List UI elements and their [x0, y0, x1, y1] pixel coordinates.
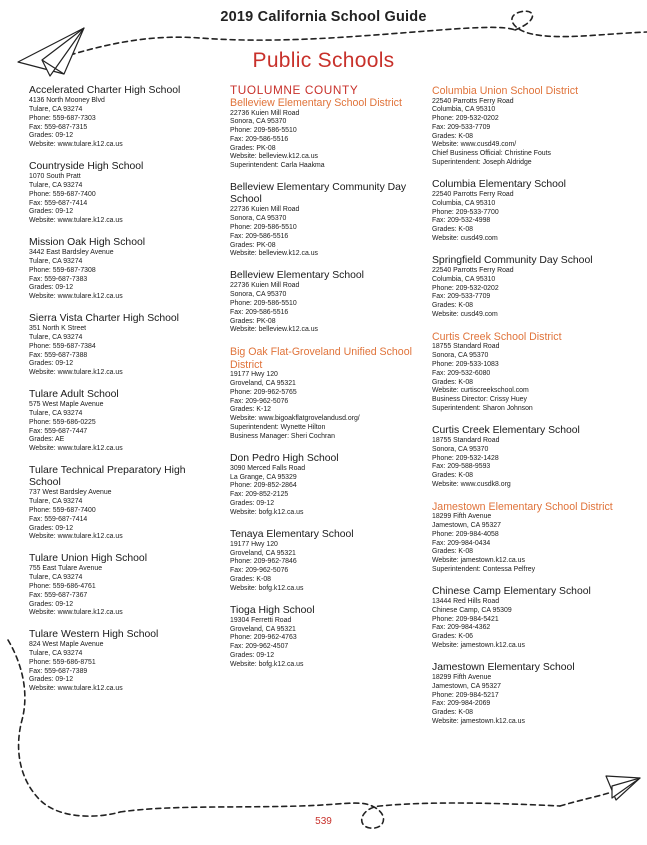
section-title: Public Schools — [252, 49, 395, 72]
grades-line: Grades: 09-12 — [29, 676, 74, 684]
grades-line: Grades: 09-12 — [29, 600, 74, 608]
detail-line: Business Director: Crissy Huey — [432, 396, 527, 404]
fax-line: Fax: 559-687-7414 — [29, 199, 88, 207]
school-listing — [230, 605, 425, 670]
detail-line: Superintendent: Contessa Pelfrey — [432, 565, 536, 573]
grades-line: Grades: 09-12 — [29, 360, 74, 368]
district-name: Jamestown Elementary School District — [432, 500, 613, 513]
address-line: 4136 North Mooney Blvd — [29, 97, 105, 105]
school-name: Belleview Elementary School — [230, 270, 364, 282]
school-name: Accelerated Charter High School — [29, 85, 181, 96]
school-listing — [432, 425, 627, 490]
school-listing — [432, 501, 627, 575]
city-line: Sonora, CA 95370 — [230, 215, 287, 223]
school-name: Columbia Elementary School — [432, 178, 566, 190]
school-name: Tioga High School — [230, 604, 315, 616]
website-line: Website: curtiscreekschool.com — [432, 387, 529, 395]
fax-line: Fax: 209-852-2125 — [230, 491, 289, 499]
city-line: Jamestown, CA 95327 — [432, 522, 501, 529]
address-line: 22736 Kuien Mill Road — [230, 282, 300, 290]
school-listing — [29, 237, 219, 302]
grades-line: Grades: K-08 — [432, 548, 473, 556]
phone-line: Phone: 559-687-7400 — [29, 506, 96, 514]
city-line: Columbia, CA 95310 — [432, 199, 496, 207]
phone-line: Phone: 559-687-7308 — [29, 266, 96, 274]
website-line: Website: www.tulare.k12.ca.us — [29, 445, 123, 453]
school-listing — [230, 346, 425, 441]
address-line: 13444 Red Hills Road — [432, 597, 500, 605]
website-line: Website: www.tulare.k12.ca.us — [29, 609, 123, 617]
fax-line: Fax: 559-687-7383 — [29, 275, 88, 283]
address-line: 19177 Hwy 120 — [230, 371, 278, 379]
city-line: Groveland, CA 95321 — [230, 625, 296, 633]
city-line: Tulare, CA 93274 — [29, 106, 83, 113]
phone-line: Phone: 209-532-0202 — [432, 284, 499, 292]
county-heading: TUOLUMNE COUNTY — [230, 83, 359, 97]
website-line: Website: bofg.k12.ca.us — [230, 508, 304, 516]
school-listing — [29, 313, 219, 378]
fax-line: Fax: 209-533-7709 — [432, 123, 491, 131]
website-line: Website: www.cusdk8.org — [432, 480, 511, 488]
city-line: Groveland, CA 95321 — [230, 380, 296, 388]
school-name: Tenaya Elementary School — [230, 528, 354, 540]
address-line: 18755 Standard Road — [432, 436, 500, 444]
address-line: 18755 Standard Road — [432, 343, 500, 351]
school-listing — [29, 465, 219, 542]
website-line: Website: www.tulare.k12.ca.us — [29, 293, 123, 301]
phone-line: Phone: 559-687-7303 — [29, 114, 96, 122]
school-listing — [230, 182, 425, 259]
address-line: 18299 Fifth Avenue — [432, 513, 492, 521]
school-listing — [432, 586, 627, 651]
school-name: Countryside High School — [29, 160, 144, 172]
school-name: Don Pedro High School — [230, 452, 339, 464]
address-line: 19304 Ferretti Road — [230, 616, 292, 624]
website-line: Website: www.bigoakflatgrovelandusd.org/ — [230, 415, 360, 423]
grades-line: Grades: K-08 — [432, 302, 473, 310]
school-listing — [230, 84, 425, 171]
grades-line: Grades: K-08 — [432, 226, 473, 234]
grades-line: Grades: PK-08 — [230, 317, 276, 325]
school-listing — [29, 629, 219, 694]
grades-line: Grades: PK-08 — [230, 144, 276, 152]
address-line: 3442 East Bardsley Avenue — [29, 249, 114, 257]
paper-airplane-icon — [606, 776, 640, 800]
website-line: Website: www.tulare.k12.ca.us — [29, 685, 123, 693]
website-line: Website: bofg.k12.ca.us — [230, 584, 304, 592]
grades-line: Grades: K-08 — [432, 709, 473, 717]
address-line: 22540 Parrotts Ferry Road — [432, 97, 514, 105]
phone-line: Phone: 209-532-1428 — [432, 454, 499, 462]
address-line: 22736 Kuien Mill Road — [230, 206, 300, 214]
phone-line: Phone: 559-687-7400 — [29, 190, 96, 198]
school-name: Jamestown Elementary School — [432, 661, 575, 673]
website-line: Website: cusd49.com — [432, 311, 498, 319]
city-line: Tulare, CA 93274 — [29, 181, 83, 189]
phone-line: Phone: 559-686-0225 — [29, 418, 96, 426]
phone-line: Phone: 209-533-7700 — [432, 208, 499, 216]
school-name: Tulare Adult School — [29, 388, 119, 400]
detail-line: Superintendent: Carla Haakma — [230, 162, 325, 170]
fax-line: Fax: 559-687-7367 — [29, 591, 88, 599]
city-line: La Grange, CA 95329 — [230, 473, 297, 481]
phone-line: Phone: 209-532-0202 — [432, 115, 499, 123]
detail-line: Business Manager: Sheri Cochran — [230, 432, 335, 440]
website-line: Website: www.tulare.k12.ca.us — [29, 369, 123, 377]
website-line: Website: www.cusd49.com/ — [432, 141, 517, 149]
city-line: Groveland, CA 95321 — [230, 549, 296, 557]
fax-line: Fax: 559-687-7414 — [29, 515, 88, 523]
school-name: Chinese Camp Elementary School — [432, 585, 591, 597]
grades-line: Grades: K-08 — [432, 378, 473, 386]
phone-line: Phone: 209-962-7846 — [230, 558, 297, 566]
phone-line: Phone: 209-586-5510 — [230, 300, 297, 308]
phone-line: Phone: 209-962-5765 — [230, 388, 297, 396]
fax-line: Fax: 209-533-7709 — [432, 293, 491, 301]
fax-line: Fax: 209-532-6080 — [432, 369, 491, 377]
detail-line: Superintendent: Sharon Johnson — [432, 404, 533, 412]
school-listing — [29, 161, 219, 226]
phone-line: Phone: 209-852-2864 — [230, 482, 297, 490]
fax-line: Fax: 559-687-7447 — [29, 427, 88, 435]
city-line: Columbia, CA 95310 — [432, 106, 496, 114]
district-name: Curtis Creek School District — [432, 330, 562, 343]
fax-line: Fax: 209-962-5076 — [230, 397, 289, 405]
district-name: Big Oak Flat-Groveland Unified School District — [230, 346, 412, 371]
school-listing — [230, 270, 425, 335]
district-name: Columbia Union School District — [432, 85, 579, 97]
grades-line: Grades: AE — [29, 436, 65, 444]
grades-line: Grades: K-08 — [432, 472, 473, 480]
school-listing — [432, 662, 627, 727]
phone-line: Phone: 559-687-7384 — [29, 342, 96, 350]
fax-line: Fax: 209-586-5516 — [230, 135, 289, 143]
grades-line: Grades: K-08 — [230, 576, 271, 583]
fax-line: Fax: 559-687-7315 — [29, 123, 88, 131]
phone-line: Phone: 559-686-4761 — [29, 582, 96, 590]
school-name: Tulare Western High School — [29, 629, 159, 641]
school-name: Curtis Creek Elementary School — [432, 424, 580, 436]
phone-line: Phone: 209-533-1083 — [432, 360, 499, 368]
grades-line: Grades: 09-12 — [29, 284, 74, 292]
city-line: Chinese Camp, CA 95309 — [432, 606, 512, 614]
grades-line: Grades: PK-08 — [230, 241, 276, 249]
phone-line: Phone: 559-686-8751 — [29, 658, 96, 666]
grades-line: Grades: K-08 — [432, 132, 473, 140]
website-line: Website: www.tulare.k12.ca.us — [29, 217, 123, 225]
column-right — [432, 84, 627, 738]
city-line: Tulare, CA 93274 — [29, 333, 83, 341]
school-name: Tulare Technical Preparatory High School — [29, 464, 186, 489]
website-line: Website: bofg.k12.ca.us — [230, 660, 304, 668]
grades-line: Grades: 09-12 — [29, 208, 74, 216]
page-number: 539 — [315, 816, 332, 827]
address-line: 1070 South Pratt — [29, 173, 81, 181]
school-listing — [432, 331, 627, 414]
website-line: Website: belleview.k12.ca.us — [230, 326, 318, 334]
school-listing — [29, 85, 219, 150]
city-line: Sonora, CA 95370 — [432, 352, 489, 360]
address-line: 824 West Maple Avenue — [29, 641, 104, 649]
grades-line: Grades: 09-12 — [230, 651, 275, 659]
fax-line: Fax: 209-588-9593 — [432, 463, 491, 471]
school-name: Mission Oak High School — [29, 236, 146, 248]
website-line: Website: jamestown.k12.ca.us — [432, 641, 525, 649]
fax-line: Fax: 209-962-4507 — [230, 643, 289, 651]
grades-line: Grades: K-12 — [230, 406, 271, 414]
school-listing — [230, 529, 425, 594]
address-line: 22736 Kuien Mill Road — [230, 109, 300, 117]
address-line: 351 North K Street — [29, 325, 87, 333]
detail-line: Superintendent: Wynette Hilton — [230, 424, 326, 432]
grades-line: Grades: 09-12 — [29, 132, 74, 140]
fax-line: Fax: 209-984-4362 — [432, 624, 491, 632]
guide-title: 2019 California School Guide — [220, 9, 427, 25]
school-listing — [230, 453, 425, 518]
school-listing — [432, 255, 627, 320]
grades-line: Grades: 09-12 — [230, 500, 275, 508]
address-line: 22540 Parrotts Ferry Road — [432, 267, 514, 275]
phone-line: Phone: 209-586-5510 — [230, 127, 297, 135]
city-line: Sonora, CA 95370 — [230, 291, 287, 299]
fax-line: Fax: 559-687-7389 — [29, 667, 88, 675]
city-line: Tulare, CA 93274 — [29, 257, 83, 265]
website-line: Website: jamestown.k12.ca.us — [432, 717, 525, 725]
website-line: Website: www.tulare.k12.ca.us — [29, 141, 123, 149]
district-name: Belleview Elementary School District — [230, 97, 402, 109]
website-line: Website: belleview.k12.ca.us — [230, 250, 318, 258]
school-listing — [432, 179, 627, 244]
fax-line: Fax: 209-984-2069 — [432, 700, 491, 708]
fax-line: Fax: 559-687-7388 — [29, 351, 88, 359]
school-name: Springfield Community Day School — [432, 254, 593, 266]
grades-line: Grades: K-06 — [432, 633, 473, 641]
address-line: 737 West Bardsley Avenue — [29, 489, 112, 497]
address-line: 18299 Fifth Avenue — [432, 673, 492, 681]
city-line: Tulare, CA 93274 — [29, 650, 83, 658]
school-listing — [29, 553, 219, 618]
phone-line: Phone: 209-586-5510 — [230, 224, 297, 232]
school-name: Tulare Union High School — [29, 553, 148, 565]
fax-line: Fax: 209-586-5516 — [230, 308, 289, 316]
website-line: Website: www.tulare.k12.ca.us — [29, 533, 123, 541]
address-line: 19177 Hwy 120 — [230, 540, 278, 548]
detail-line: Superintendent: Joseph Aldridge — [432, 159, 532, 167]
city-line: Tulare, CA 93274 — [29, 498, 83, 506]
city-line: Jamestown, CA 95327 — [432, 682, 501, 690]
fax-line: Fax: 209-586-5516 — [230, 232, 289, 240]
website-line: Website: cusd49.com — [432, 235, 498, 243]
city-line: Sonora, CA 95370 — [432, 445, 489, 453]
city-line: Tulare, CA 93274 — [29, 574, 83, 582]
detail-line: Chief Business Official: Christine Fouts — [432, 150, 551, 158]
grades-line: Grades: 09-12 — [29, 524, 74, 532]
phone-line: Phone: 209-962-4763 — [230, 634, 297, 642]
school-listing — [432, 85, 627, 168]
city-line: Sonora, CA 95370 — [230, 118, 287, 126]
city-line: Columbia, CA 95310 — [432, 275, 496, 283]
phone-line: Phone: 209-984-4058 — [432, 530, 499, 538]
address-line: 3090 Merced Falls Road — [230, 464, 306, 472]
address-line: 755 East Tulare Avenue — [29, 565, 103, 573]
column-middle — [230, 84, 425, 681]
phone-line: Phone: 209-984-5217 — [432, 691, 499, 699]
school-listing — [29, 389, 219, 454]
address-line: 575 West Maple Avenue — [29, 401, 104, 409]
fax-line: Fax: 209-962-5076 — [230, 567, 289, 575]
city-line: Tulare, CA 93274 — [29, 409, 83, 417]
website-line: Website: belleview.k12.ca.us — [230, 153, 318, 161]
website-line: Website: jamestown.k12.ca.us — [432, 557, 525, 565]
column-left — [29, 84, 219, 705]
fax-line: Fax: 209-532-4998 — [432, 217, 491, 225]
phone-line: Phone: 209-984-5421 — [432, 615, 499, 623]
fax-line: Fax: 209-984-0434 — [432, 539, 491, 547]
address-line: 22540 Parrotts Ferry Road — [432, 191, 514, 199]
school-name: Sierra Vista Charter High School — [29, 312, 179, 324]
school-name: Belleview Elementary Community Day School — [230, 182, 407, 206]
